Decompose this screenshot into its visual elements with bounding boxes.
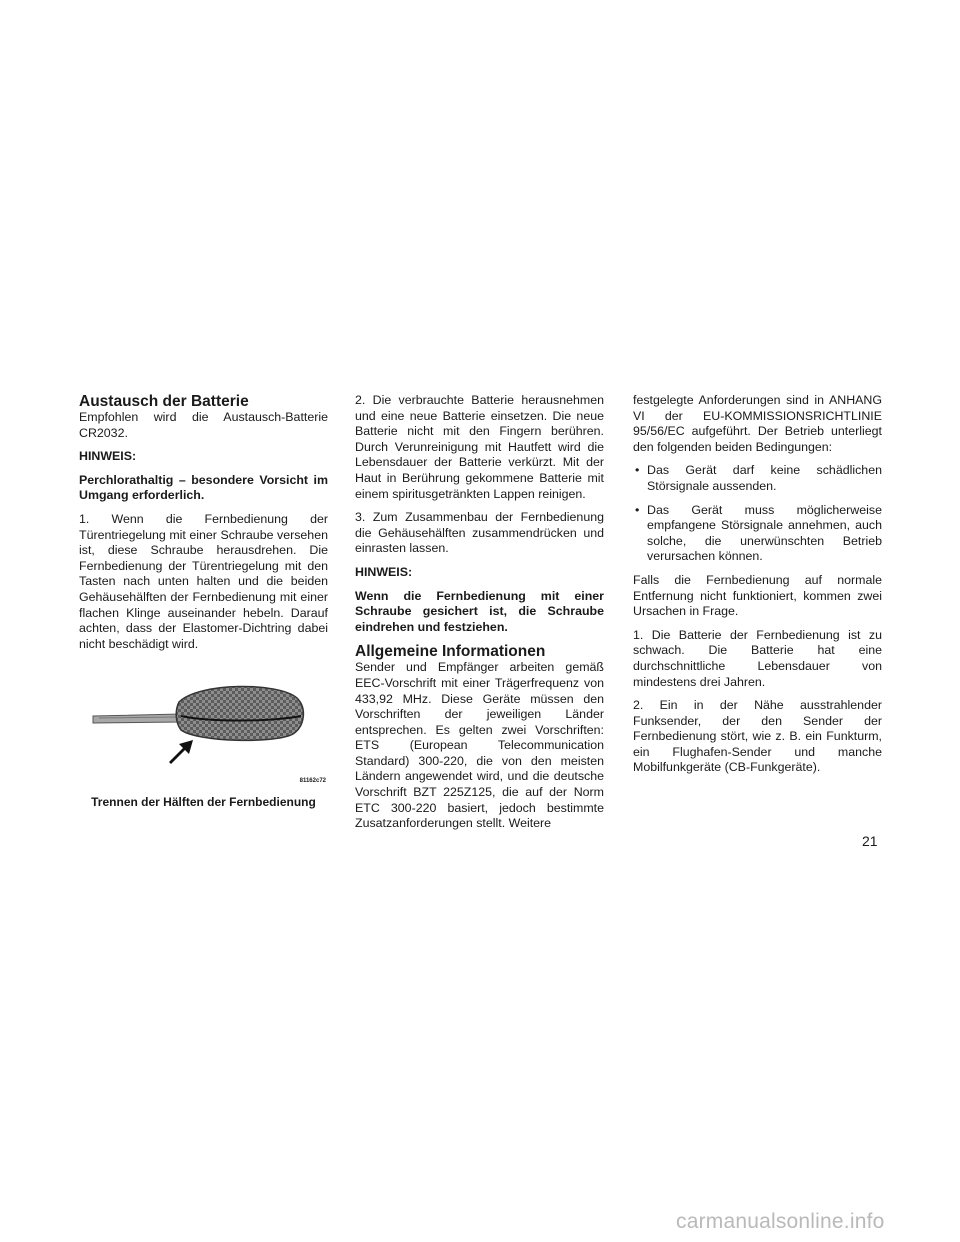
condition-text: Das Gerät muss möglicherweise empfangene Störsignale annehmen, auch solche, die unerwünschten Betrieb verursachen können. xyxy=(647,502,882,564)
screw-note: Wenn die Fernbedienung mit einer Schraube gesichert ist, die Schraube eindrehen und festziehen. xyxy=(355,588,604,634)
figure-caption: Trennen der Hälften der Fernbedienung xyxy=(91,795,316,810)
step-1-text: 1. Wenn die Fernbedienung der Türentriegelung mit einer Schraube versehen ist, diese Schraube herausdrehen. Die Fernbedienung der Türentriegelung mit den Tasten nach unten halten und die beiden Gehäusehälften der Fernbedienung mit einer flachen Klinge auseinander hebeln. Darauf achten, dass der Elastomer-Dichtring dabei nicht beschädigt wird. xyxy=(79,511,328,651)
step-2-text: 2. Die verbrauchte Batterie herausnehmen und eine neue Batterie einsetzen. Die neue Batterie nicht mit den Fingern berühren. Durch Verunreinigung mit Hautfett wird die Lebensdauer der Batterie verkürzt. Mit der Haut in Berührung gekommene Batterie mit einem spiritusgetränkten Lappen reinigen. xyxy=(355,393,604,501)
perchlorate-warning: Perchlorathaltig – besondere Vorsicht im Umgang erforderlich. xyxy=(79,472,328,503)
cause-1-text: 1. Die Batterie der Fernbedienung ist zu schwach. Die Batterie hat eine durchschnittliche Lebensdauer von mindestens drei Jahren. xyxy=(633,627,882,689)
condition-text: Das Gerät darf keine schädlichen Störsignale aussenden. xyxy=(647,463,882,493)
list-item xyxy=(633,463,882,494)
bullet-marker: • xyxy=(635,463,640,478)
note-label-2: HINWEIS: xyxy=(355,564,413,579)
note-label: HINWEIS: xyxy=(79,449,137,464)
column-left xyxy=(79,393,328,812)
fault-text: Falls die Fernbedienung auf normale Entfernung nicht funktioniert, kommen zwei Ursachen in Frage. xyxy=(633,572,882,619)
section-heading-battery: Austausch der Batterie xyxy=(79,393,249,410)
bullet-marker: • xyxy=(635,502,640,517)
figure-code: 81162c72 xyxy=(299,778,326,785)
regulation-continuation: festgelegte Anforderungen sind in ANHANG VI der EU-KOMMISSIONSRICHTLINIE 95/56/EC aufgeführt. Der Betrieb unterliegt den folgenden beiden Bedingungen: xyxy=(633,393,882,454)
battery-type-text: Empfohlen wird die Austausch-Batterie CR2032. xyxy=(79,410,328,440)
column-middle xyxy=(355,393,604,840)
figure-key-fob xyxy=(79,662,328,812)
list-item xyxy=(633,503,882,565)
key-fob-illustration xyxy=(79,670,328,780)
section-heading-general-info: Allgemeine Informationen xyxy=(355,643,546,661)
column-right xyxy=(633,393,882,784)
conditions-list xyxy=(633,463,882,565)
cause-2-text: 2. Ein in der Nähe ausstrahlender Funksender, der den Sender der Fernbedienung stört, wie z. B. ein Funkturm, ein Flughafen-Sender und manche Mobilfunkgeräte (CB-Funkgeräte). xyxy=(633,698,882,775)
step-3-text: 3. Zum Zusammenbau der Fernbedienung die Gehäusehälften zusammendrücken und einrasten lassen. xyxy=(355,510,604,556)
page-number: 21 xyxy=(862,833,878,849)
general-info-text: Sender und Empfänger arbeiten gemäß EEC-Vorschrift mit einer Trägerfrequenz von 433,92 MHz. Diese Geräte müssen den Vorschriften der jeweiligen Länder entsprechen. Es gelten zwei Vorschriften: ETS (European Telecommunication Standard) 300-220, die von den meisten Ländern angewendet wird, und die deutsche Vorschrift BZT 225Z125, die auf der Norm ETC 300-220 basiert, jedoch bestimmte Zusatzanforderungen stellt. Weitere xyxy=(355,660,604,831)
watermark: carmanualsonline.info xyxy=(676,1210,885,1233)
